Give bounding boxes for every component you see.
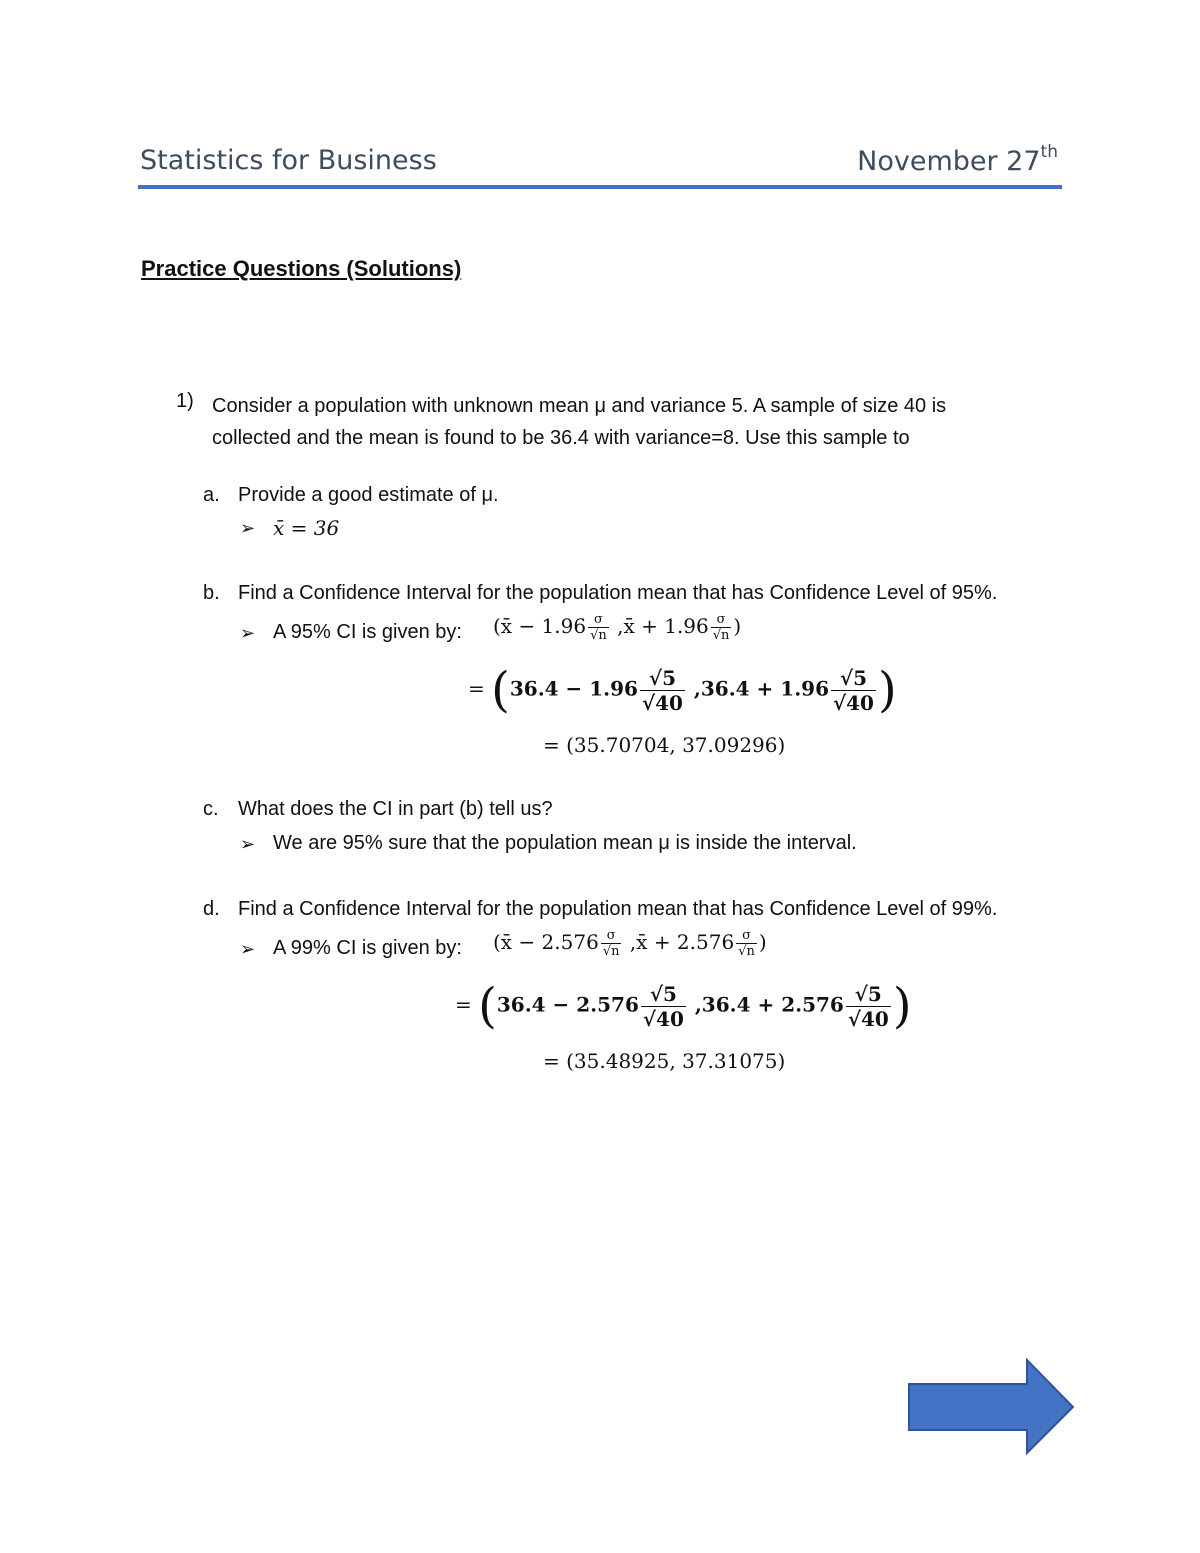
close-paren: ) — [877, 662, 897, 718]
lecture-date — [857, 142, 1058, 177]
question-number: 1) — [176, 390, 194, 412]
part-d-formula-left: (x̄ − 2.576 — [493, 930, 599, 954]
part-d-line2-left: 36.4 − 2.576 — [496, 992, 639, 1017]
open-paren: ( — [478, 978, 497, 1034]
part-b-result: = (35.70704, 37.09296) — [543, 733, 786, 757]
part-c-bullet-icon: ➢ — [240, 834, 256, 854]
fraction-numerator: σ — [601, 928, 622, 944]
part-b-line2-left: 36.4 − 1.96 — [509, 676, 638, 701]
question-line-1: Consider a population with unknown mean μ and variance 5. A sample of size 40 is — [212, 395, 947, 417]
part-d-fraction-3 — [641, 982, 686, 1031]
part-d-letter: d. — [203, 898, 220, 920]
part-d-fraction-2 — [736, 928, 757, 959]
date-suffix: th — [1040, 142, 1058, 162]
arrow-shape[interactable] — [909, 1360, 1073, 1453]
part-b-text: Find a Confidence Interval for the population mean that has Confidence Level of 95%. — [238, 582, 998, 604]
part-b-letter: b. — [203, 582, 220, 604]
fraction-numerator: σ — [588, 612, 609, 628]
date-main: November 27 — [857, 146, 1041, 177]
part-c-text: What does the CI in part (b) tell us? — [238, 798, 553, 820]
part-b-fraction-2 — [711, 612, 732, 643]
part-b-formula-left: (x̄ − 1.96 — [493, 614, 587, 638]
part-b-fraction-3 — [640, 666, 685, 715]
question-text — [212, 390, 1032, 454]
part-d-substitution — [455, 978, 912, 1034]
part-b-substitution — [468, 662, 897, 718]
part-d-fraction-4 — [846, 982, 891, 1031]
part-a-bullet-icon: ➢ — [240, 518, 256, 538]
part-d-result: = (35.48925, 37.31075) — [543, 1049, 786, 1073]
part-b-formula-mid: ,x̄ + 1.96 — [610, 614, 709, 638]
part-d-line2-mid: ,36.4 + 2.576 — [687, 992, 844, 1017]
fraction-numerator: √5 — [641, 982, 686, 1007]
part-a-letter: a. — [203, 484, 220, 506]
open-paren: ( — [491, 662, 510, 718]
part-c-answer: We are 95% sure that the population mean μ is inside the interval. — [273, 832, 857, 854]
part-a-text: Provide a good estimate of μ. — [238, 484, 499, 506]
fraction-denominator: √n — [738, 944, 755, 959]
fraction-numerator: σ — [736, 928, 757, 944]
next-arrow-icon[interactable] — [905, 1358, 1077, 1456]
part-b-fraction-4 — [831, 666, 876, 715]
part-d-answer-label: A 99% CI is given by: — [273, 937, 462, 959]
close-paren: ) — [892, 978, 912, 1034]
fraction-numerator: √5 — [831, 666, 876, 691]
part-b-line2-mid: ,36.4 + 1.96 — [686, 676, 829, 701]
fraction-numerator: √5 — [640, 666, 685, 691]
fraction-denominator: √n — [602, 944, 620, 959]
fraction-denominator: √40 — [642, 1006, 684, 1031]
part-d-fraction-1 — [601, 928, 622, 959]
fraction-denominator: √40 — [832, 690, 874, 715]
part-b-fraction-1 — [588, 612, 609, 643]
header-rule — [138, 185, 1062, 189]
part-b-formula-close: ) — [733, 614, 742, 638]
section-title: Practice Questions (Solutions) — [141, 256, 462, 281]
part-b-answer-label: A 95% CI is given by: — [273, 621, 462, 643]
fraction-numerator: √5 — [846, 982, 891, 1007]
part-c-letter: c. — [203, 798, 219, 820]
course-title: Statistics for Business — [140, 145, 437, 176]
fraction-denominator: √40 — [641, 690, 683, 715]
part-d-formula-mid: ,x̄ + 2.576 — [623, 930, 735, 954]
fraction-denominator: √n — [590, 628, 607, 643]
fraction-numerator: σ — [711, 612, 732, 628]
part-b-equals: = — [468, 676, 485, 701]
part-d-text: Find a Confidence Interval for the population mean that has Confidence Level of 99%. — [238, 898, 998, 920]
part-d-formula — [493, 928, 767, 959]
part-d-bullet-icon: ➢ — [240, 939, 256, 959]
fraction-denominator: √40 — [847, 1006, 889, 1031]
part-b-formula — [493, 612, 741, 643]
fraction-denominator: √n — [712, 628, 730, 643]
part-d-equals: = — [455, 992, 472, 1017]
part-b-bullet-icon: ➢ — [240, 623, 256, 643]
part-d-formula-close: ) — [758, 930, 767, 954]
part-a-answer: x̄ = 36 — [273, 516, 340, 540]
question-line-2: collected and the mean is found to be 36.4 with variance=8. Use this sample to — [212, 427, 910, 449]
